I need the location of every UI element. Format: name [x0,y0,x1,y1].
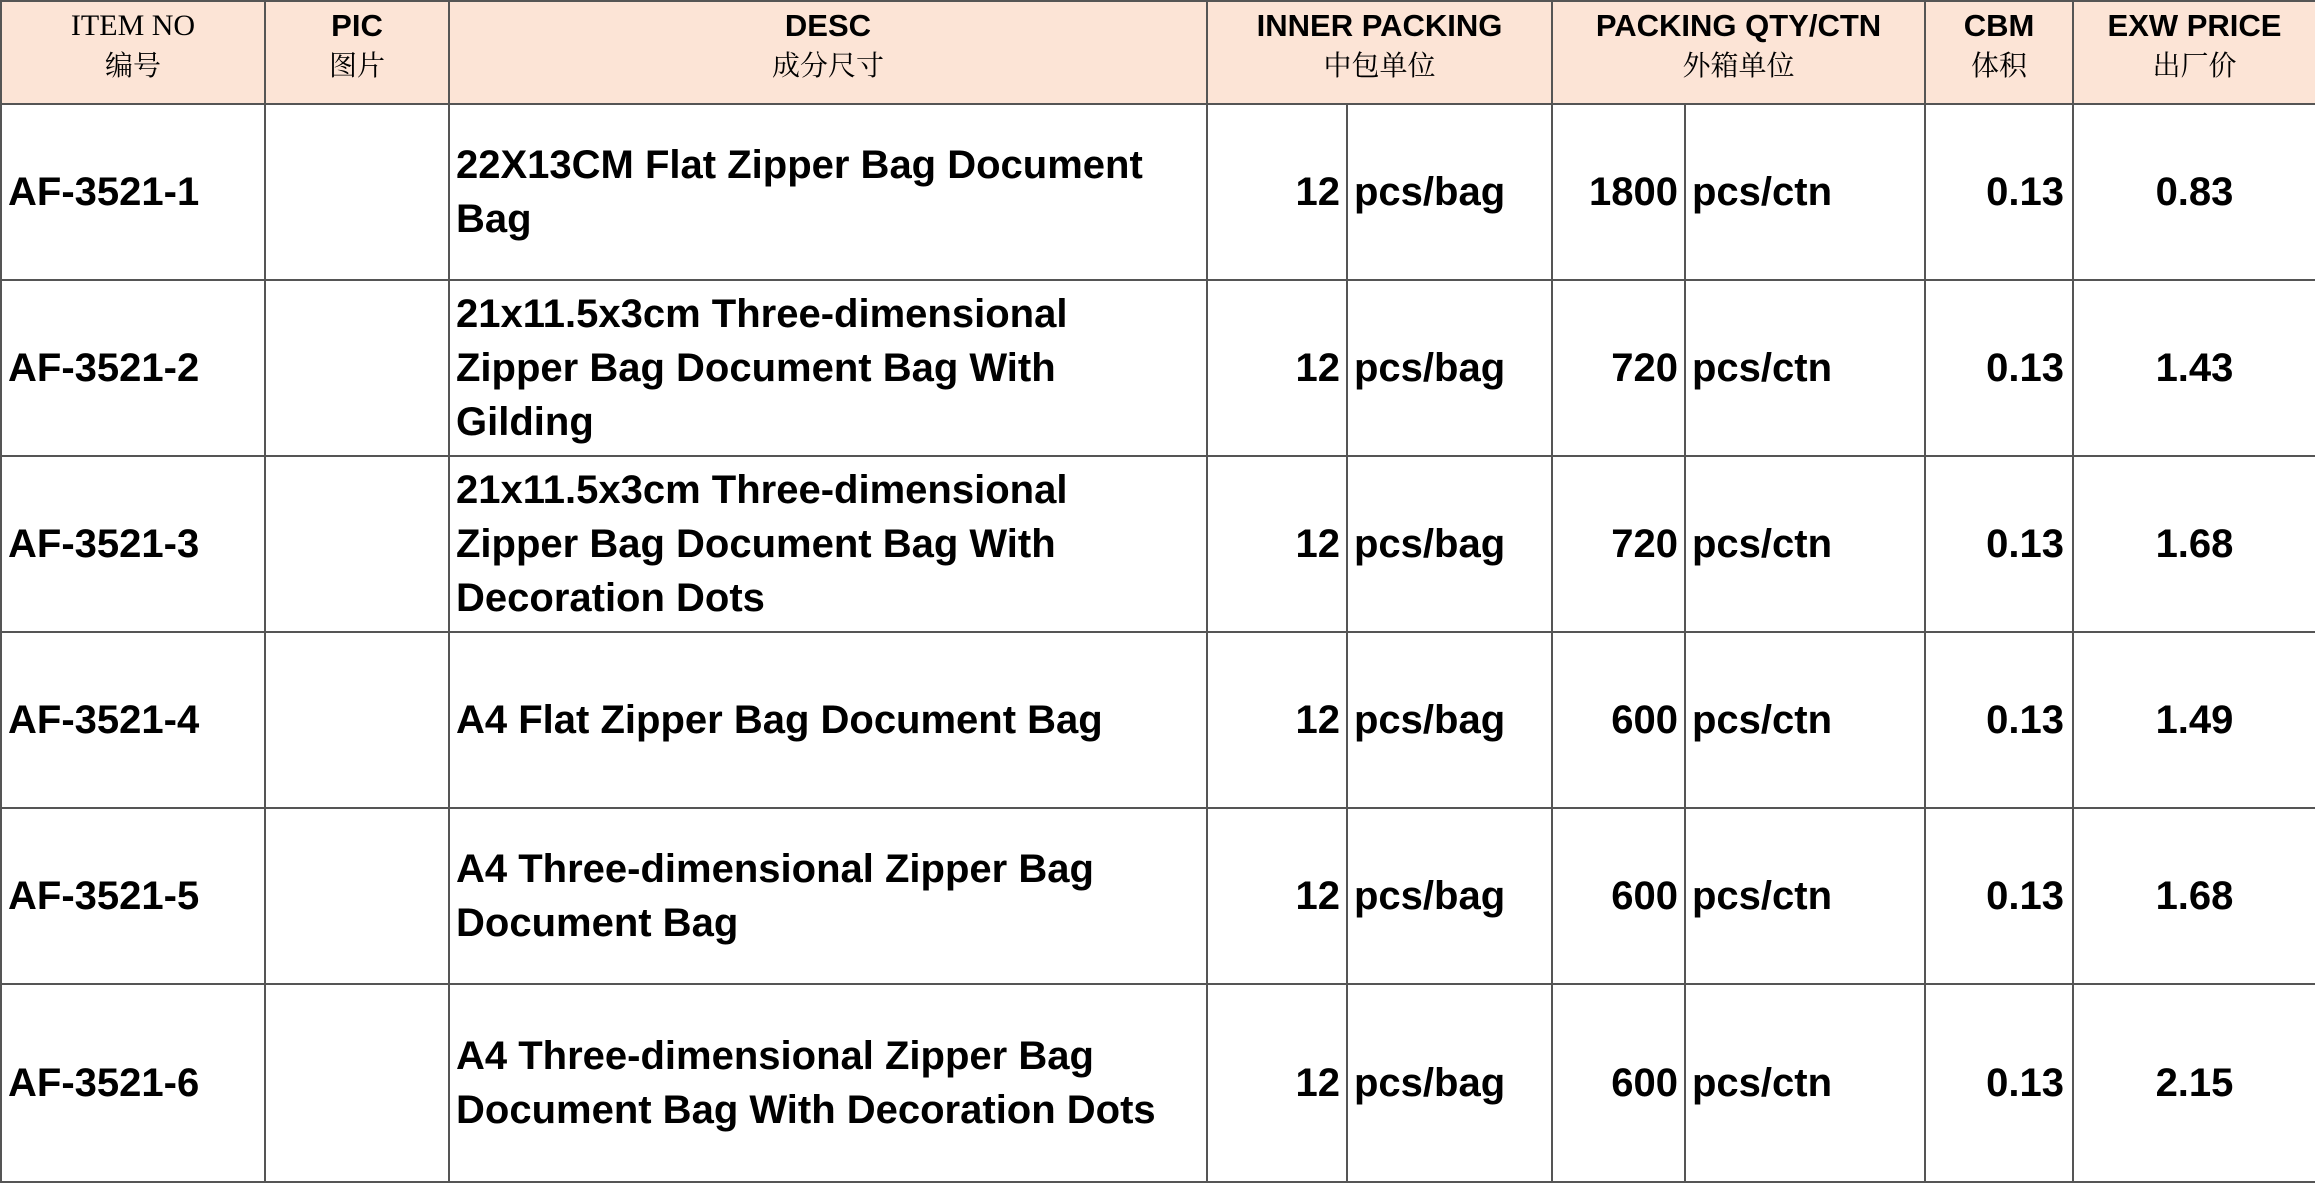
inner-unit: pcs/bag [1347,632,1552,808]
product-desc: A4 Three-dimensional Zipper Bag Document Bag With Decoration Dots [449,984,1207,1182]
inner-unit: pcs/bag [1347,104,1552,280]
ctn-qty: 720 [1552,456,1685,632]
inner-unit: pcs/bag [1347,280,1552,456]
header-packing-qty: PACKING QTY/CTN 外箱单位 [1552,1,1925,104]
header-item-no: ITEM NO 编号 [1,1,265,104]
ctn-qty: 600 [1552,632,1685,808]
cbm-value: 0.13 [1925,456,2073,632]
product-photo [265,984,449,1182]
ctn-qty: 600 [1552,808,1685,984]
table-row [1,808,2315,984]
table-row [1,104,2315,280]
exw-price: 0.83 [2073,104,2315,280]
exw-price: 2.15 [2073,984,2315,1182]
cbm-value: 0.13 [1925,808,2073,984]
header-row [1,1,2315,104]
table-row [1,456,2315,632]
header-pic: PIC 图片 [265,1,449,104]
exw-price: 1.68 [2073,456,2315,632]
inner-unit: pcs/bag [1347,808,1552,984]
cbm-value: 0.13 [1925,984,2073,1182]
inner-qty: 12 [1207,104,1347,280]
product-photo [265,280,449,456]
ctn-unit: pcs/ctn [1685,456,1925,632]
inner-unit: pcs/bag [1347,456,1552,632]
product-desc: A4 Flat Zipper Bag Document Bag [449,632,1207,808]
cbm-value: 0.13 [1925,632,2073,808]
table-row [1,984,2315,1182]
table-row [1,280,2315,456]
cbm-value: 0.13 [1925,104,2073,280]
product-photo [265,104,449,280]
exw-price: 1.49 [2073,632,2315,808]
ctn-qty: 600 [1552,984,1685,1182]
header-inner-packing: INNER PACKING 中包单位 [1207,1,1552,104]
header-exw-price: EXW PRICE 出厂价 [2073,1,2315,104]
cbm-value: 0.13 [1925,280,2073,456]
inner-qty: 12 [1207,632,1347,808]
header-cbm: CBM 体积 [1925,1,2073,104]
item-no: AF-3521-6 [1,984,265,1182]
product-desc: A4 Three-dimensional Zipper Bag Document Bag [449,808,1207,984]
header-desc: DESC 成分尺寸 [449,1,1207,104]
inner-qty: 12 [1207,280,1347,456]
product-photo [265,808,449,984]
item-no: AF-3521-3 [1,456,265,632]
ctn-unit: pcs/ctn [1685,104,1925,280]
ctn-unit: pcs/ctn [1685,632,1925,808]
inner-qty: 12 [1207,808,1347,984]
product-desc: 21x11.5x3cm Three-dimensional Zipper Bag Document Bag With Gilding [449,280,1207,456]
product-desc: 22X13CM Flat Zipper Bag Document Bag [449,104,1207,280]
ctn-unit: pcs/ctn [1685,984,1925,1182]
item-no: AF-3521-2 [1,280,265,456]
exw-price: 1.68 [2073,808,2315,984]
ctn-qty: 720 [1552,280,1685,456]
product-desc: 21x11.5x3cm Three-dimensional Zipper Bag Document Bag With Decoration Dots [449,456,1207,632]
inner-qty: 12 [1207,456,1347,632]
inner-unit: pcs/bag [1347,984,1552,1182]
table-row [1,632,2315,808]
inner-qty: 12 [1207,984,1347,1182]
product-photo [265,632,449,808]
product-photo [265,456,449,632]
exw-price: 1.43 [2073,280,2315,456]
ctn-qty: 1800 [1552,104,1685,280]
ctn-unit: pcs/ctn [1685,280,1925,456]
item-no: AF-3521-1 [1,104,265,280]
item-no: AF-3521-4 [1,632,265,808]
item-no: AF-3521-5 [1,808,265,984]
ctn-unit: pcs/ctn [1685,808,1925,984]
